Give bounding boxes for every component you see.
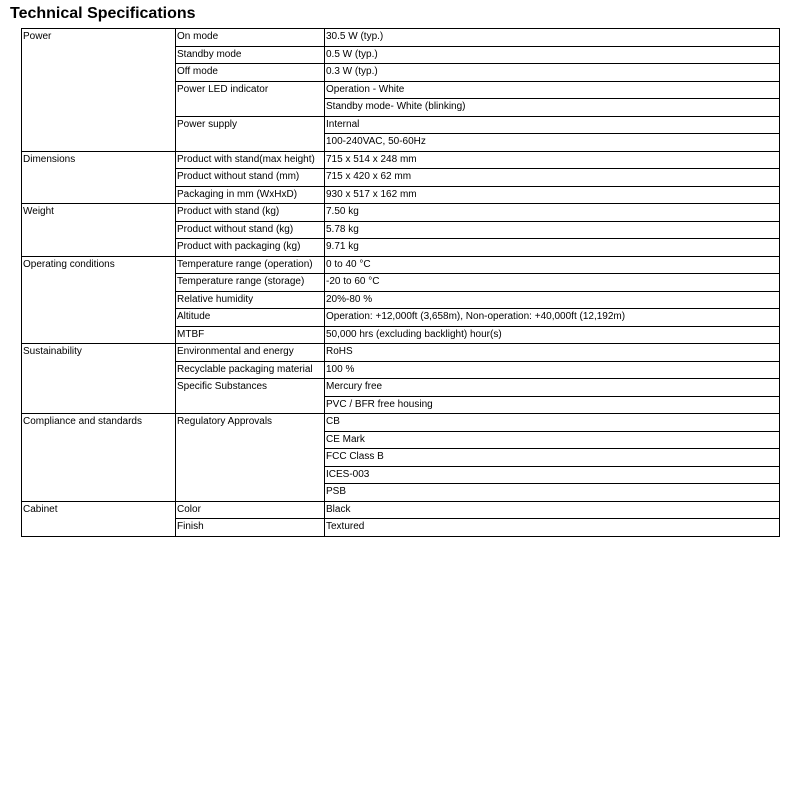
category-cell-operating-conditions: Operating conditions xyxy=(22,256,176,344)
value-cell: 0.5 W (typ.) xyxy=(325,46,780,64)
attribute-cell: Off mode xyxy=(176,64,325,82)
attribute-cell: Power supply xyxy=(176,116,325,151)
value-cell: 20%-80 % xyxy=(325,291,780,309)
specifications-table xyxy=(21,28,780,537)
attribute-cell: MTBF xyxy=(176,326,325,344)
value-cell: CB xyxy=(325,414,780,432)
value-cell: 7.50 kg xyxy=(325,204,780,222)
category-cell-cabinet: Cabinet xyxy=(22,501,176,536)
table-row xyxy=(22,256,780,274)
attribute-cell: Product with stand (kg) xyxy=(176,204,325,222)
value-cell: Operation - White xyxy=(325,81,780,99)
value-cell: Textured xyxy=(325,519,780,537)
attribute-cell: Product with stand(max height) xyxy=(176,151,325,169)
table-row xyxy=(22,414,780,432)
attribute-cell: Relative humidity xyxy=(176,291,325,309)
table-row xyxy=(22,344,780,362)
value-cell: CE Mark xyxy=(325,431,780,449)
table-row xyxy=(22,501,780,519)
value-cell: 0.3 W (typ.) xyxy=(325,64,780,82)
attribute-cell: Color xyxy=(176,501,325,519)
table-row xyxy=(22,151,780,169)
value-cell: 50,000 hrs (excluding backlight) hour(s) xyxy=(325,326,780,344)
table-row xyxy=(22,204,780,222)
value-cell: Standby mode- White (blinking) xyxy=(325,99,780,117)
attribute-cell: Product without stand (mm) xyxy=(176,169,325,187)
attribute-cell: Temperature range (storage) xyxy=(176,274,325,292)
category-cell-sustainability: Sustainability xyxy=(22,344,176,414)
category-cell-power: Power xyxy=(22,29,176,152)
attribute-cell: Standby mode xyxy=(176,46,325,64)
category-cell-weight: Weight xyxy=(22,204,176,257)
value-cell: RoHS xyxy=(325,344,780,362)
value-cell: Black xyxy=(325,501,780,519)
page-title: Technical Specifications xyxy=(10,5,196,22)
value-cell: Mercury free xyxy=(325,379,780,397)
value-cell: ICES-003 xyxy=(325,466,780,484)
value-cell: 100 % xyxy=(325,361,780,379)
value-cell: PVC / BFR free housing xyxy=(325,396,780,414)
value-cell: 715 x 514 x 248 mm xyxy=(325,151,780,169)
value-cell: FCC Class B xyxy=(325,449,780,467)
value-cell: Internal xyxy=(325,116,780,134)
attribute-cell: Packaging in mm (WxHxD) xyxy=(176,186,325,204)
value-cell: -20 to 60 °C xyxy=(325,274,780,292)
attribute-cell: Product with packaging (kg) xyxy=(176,239,325,257)
table-row xyxy=(22,29,780,47)
value-cell: 30.5 W (typ.) xyxy=(325,29,780,47)
value-cell: PSB xyxy=(325,484,780,502)
value-cell: 100-240VAC, 50-60Hz xyxy=(325,134,780,152)
value-cell: 715 x 420 x 62 mm xyxy=(325,169,780,187)
attribute-cell: On mode xyxy=(176,29,325,47)
value-cell: 9.71 kg xyxy=(325,239,780,257)
attribute-cell: Power LED indicator xyxy=(176,81,325,116)
attribute-cell: Regulatory Approvals xyxy=(176,414,325,502)
attribute-cell: Finish xyxy=(176,519,325,537)
value-cell: 930 x 517 x 162 mm xyxy=(325,186,780,204)
category-cell-dimensions: Dimensions xyxy=(22,151,176,204)
attribute-cell: Environmental and energy xyxy=(176,344,325,362)
attribute-cell: Altitude xyxy=(176,309,325,327)
attribute-cell: Temperature range (operation) xyxy=(176,256,325,274)
value-cell: 5.78 kg xyxy=(325,221,780,239)
value-cell: Operation: +12,000ft (3,658m), Non-operation: +40,000ft (12,192m) xyxy=(325,309,780,327)
attribute-cell: Specific Substances xyxy=(176,379,325,414)
value-cell: 0 to 40 °C xyxy=(325,256,780,274)
attribute-cell: Product without stand (kg) xyxy=(176,221,325,239)
specifications-table-body xyxy=(22,29,780,537)
category-cell-compliance-and-standards: Compliance and standards xyxy=(22,414,176,502)
attribute-cell: Recyclable packaging material xyxy=(176,361,325,379)
